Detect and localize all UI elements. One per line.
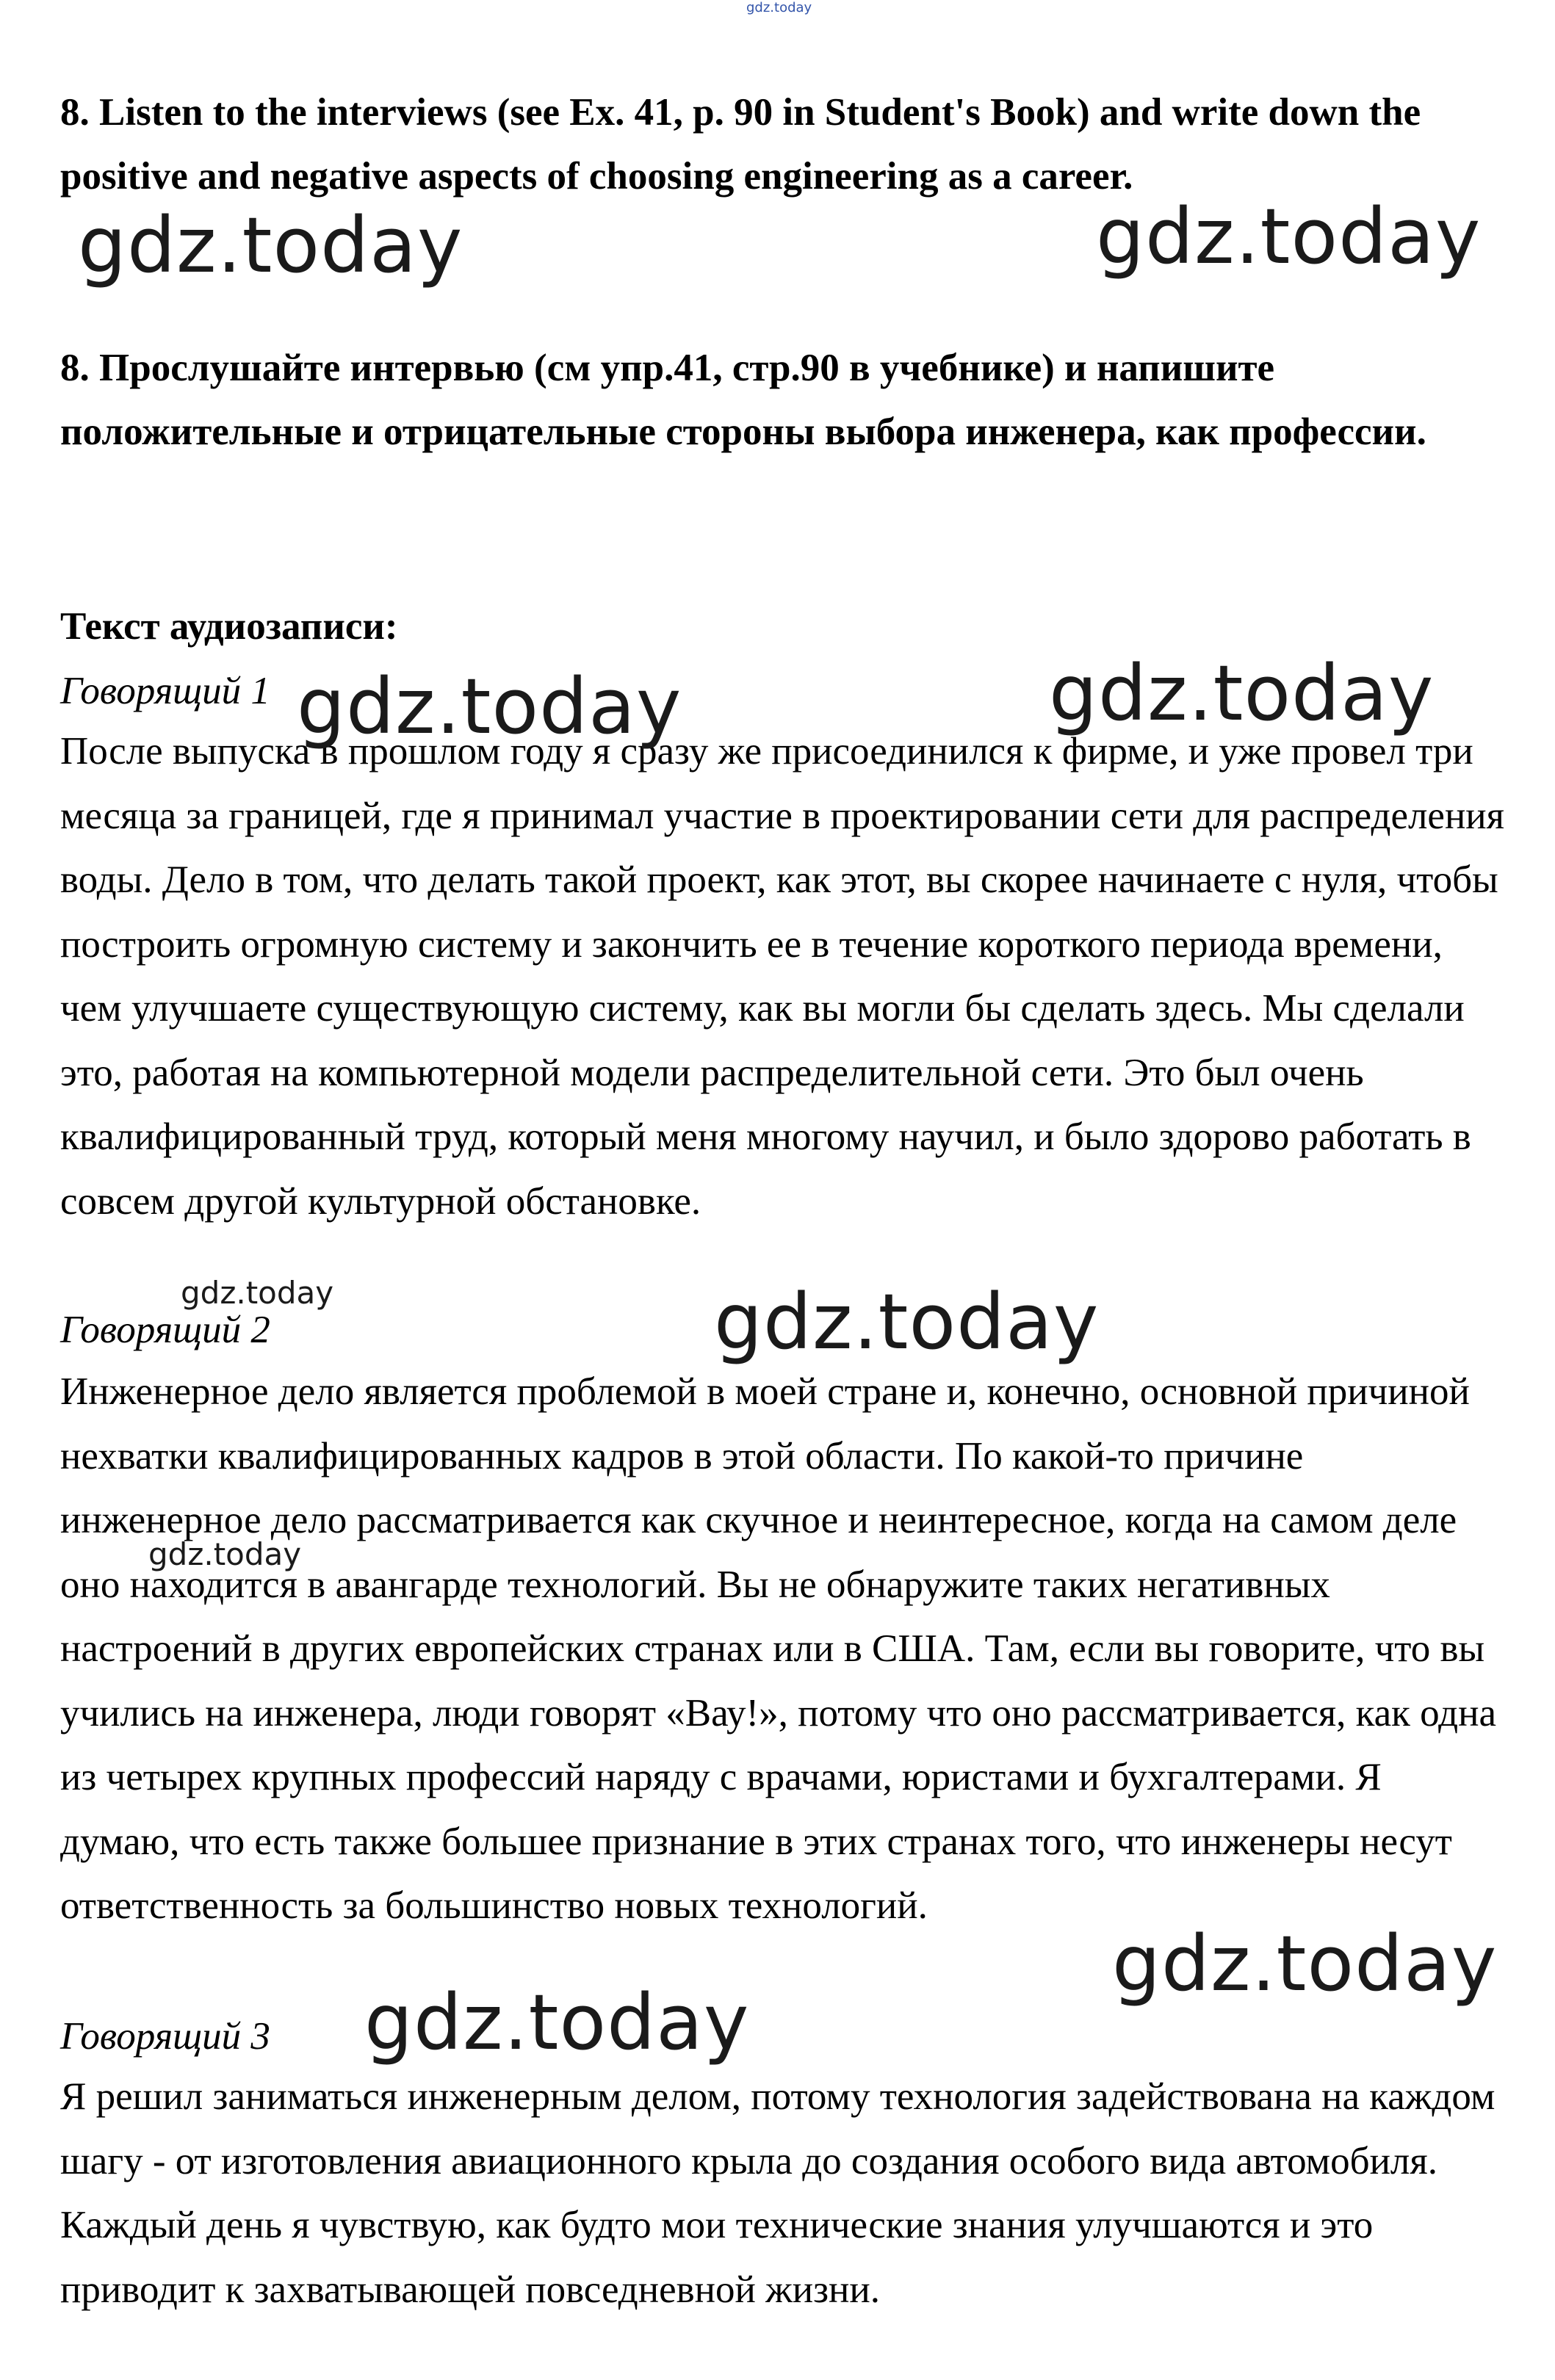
watermark: gdz.today	[1112, 1919, 1498, 2008]
speaker-2-label: Говорящий 2	[60, 1309, 270, 1351]
task-russian: 8. Прослушайте интервью (см упр.41, стр.90 в учебнике) и напишите положительные и отрицательные стороны выбора инженера, как профессии.	[60, 347, 1426, 453]
speaker-2-text: Инженерное дело является проблемой в моей стране и, конечно, основной причиной нехватки квалифицированных кадров в этой области. По какой-то причине инженерное дело рассматривается как скучное и неинтересное, когда на самом деле оно находится в авангарде технологий. Вы не обнаружите таких негативных настроений в других европейских странах или в США. Там, если вы говорите, что вы учились на инженера, люди говорят «Вау!», потому что оно рассматривается, как одна из четырех крупных профессий наряду с врачами, юристами и бухгалтерами. Я думаю, что есть также большее признание в этих странах того, что инженеры несут ответственность за большинство новых технологий.	[60, 1370, 1496, 1927]
speaker-3-label: Говорящий 3	[60, 2015, 270, 2058]
speaker-3-text: Я решил заниматься инженерным делом, потому технология задействована на каждом шагу - от изготовления авиационного крыла до создания особого вида автомобиля. Каждый день я чувствую, как будто мои технические знания улучшаются и это приводит к захватывающей повседневной жизни.	[60, 2075, 1496, 2311]
task-english: 8. Listen to the interviews (see Ex. 41, p. 90 in Student's Book) and write down the positive and negative aspects of choosing engineering as a career.	[60, 91, 1421, 198]
watermark: gdz.today	[297, 662, 682, 751]
speaker-1-text: После выпуска в прошлом году я сразу же присоединился к фирме, и уже провел три месяца за границей, где я принимал участие в проектировании сети для распределения воды. Дело в том, что делать такой проект, как этот, вы скорее начинаете с нуля, чтобы построить огромную систему и закончить ее в течение короткого периода времени, чем улучшаете существующую систему, как вы могли бы сделать здесь. Мы сделали это, работая на компьютерной модели распределительной сети. Это был очень квалифицированный труд, который меня многому научил, и было здорово работать в совсем другой культурной обстановке.	[60, 730, 1505, 1223]
watermark-small: gdz.today	[148, 1536, 302, 1572]
watermark: gdz.today	[364, 1978, 750, 2067]
transcript-heading: Текст аудиозаписи:	[60, 605, 398, 648]
watermark: gdz.today	[1096, 192, 1482, 281]
watermark: gdz.today	[1049, 648, 1435, 738]
site-mark: gdz.today	[746, 0, 812, 15]
watermark: gdz.today	[714, 1277, 1100, 1367]
watermark-small: gdz.today	[181, 1275, 334, 1311]
speaker-1-label: Говорящий 1	[60, 670, 270, 712]
watermark: gdz.today	[78, 200, 463, 290]
